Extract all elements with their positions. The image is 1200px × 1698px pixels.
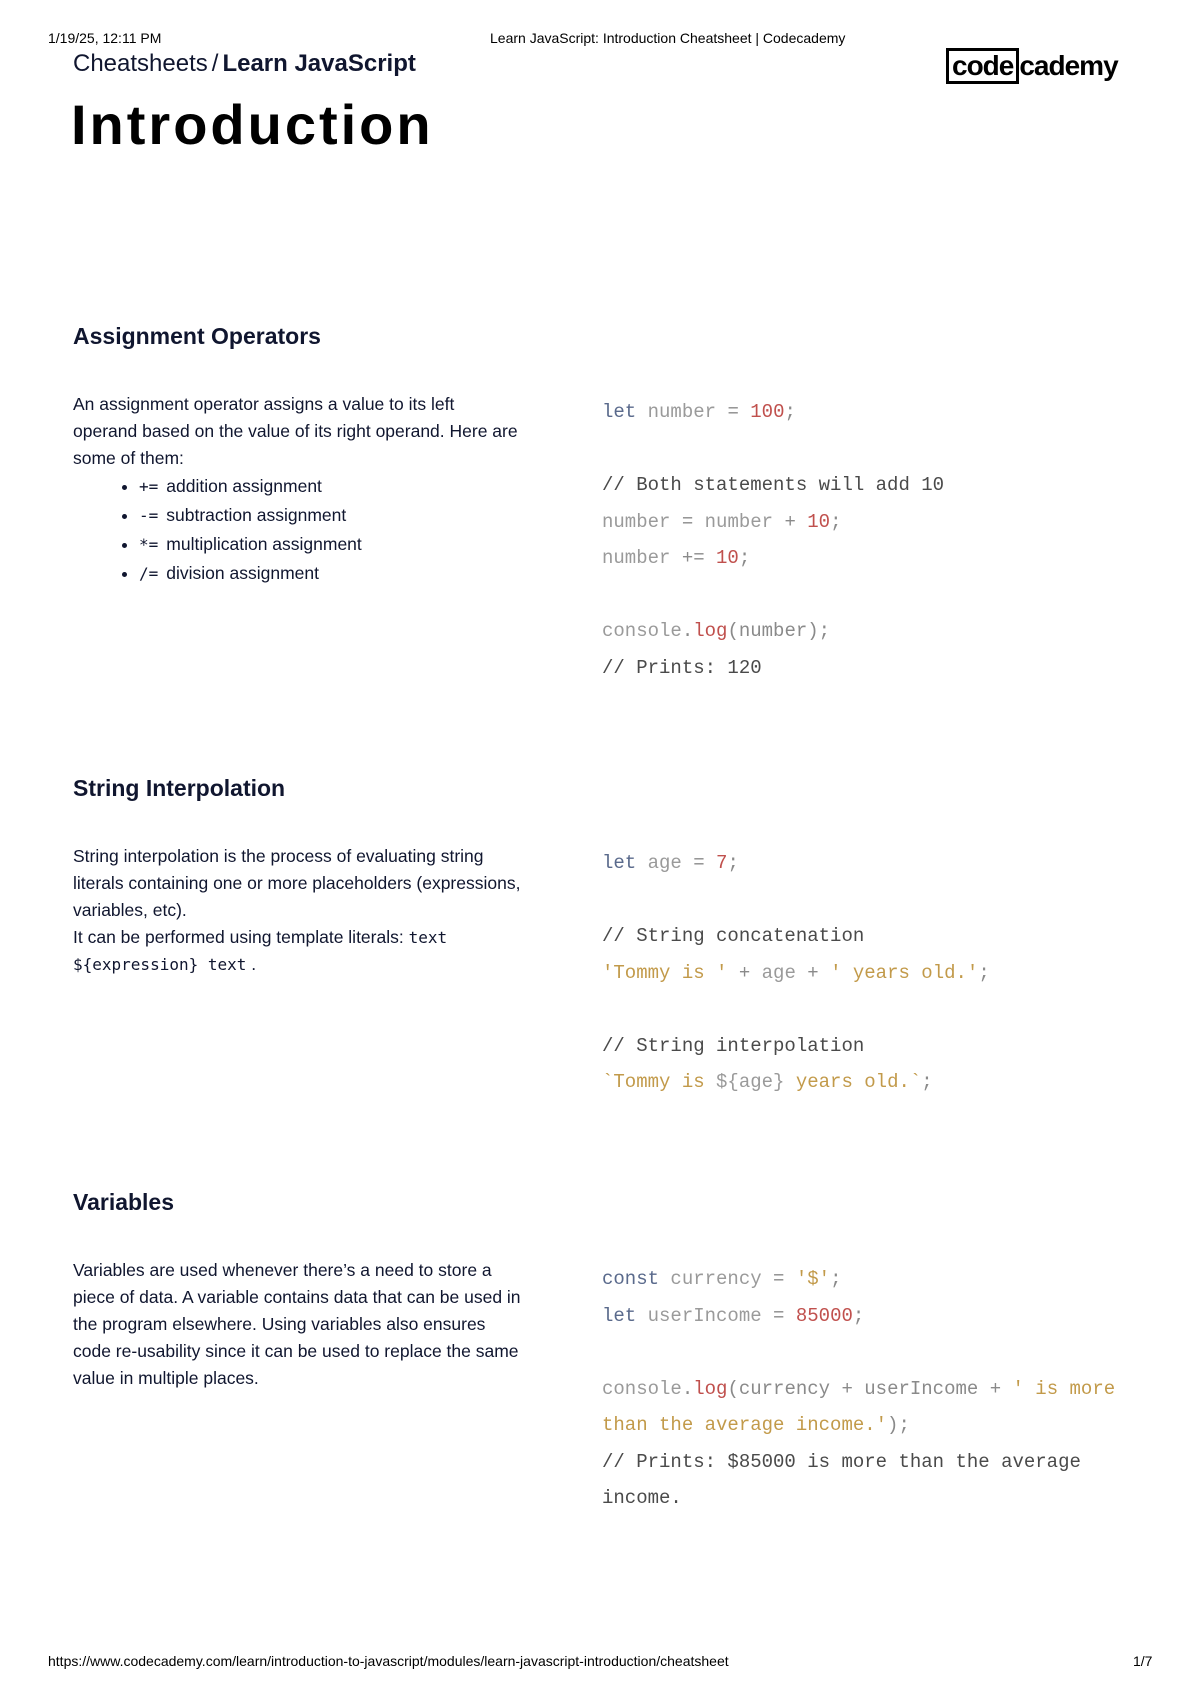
code-token: . — [681, 620, 694, 642]
code-line — [602, 991, 1162, 1028]
code-token: `Tommy is — [602, 1071, 717, 1093]
breadcrumb-course-link[interactable]: Learn JavaScript — [222, 50, 416, 77]
code-token: ' is more than the average income.' — [602, 1377, 1127, 1436]
code-token: += — [670, 547, 717, 569]
code-token: = — [716, 401, 751, 423]
code-token: console — [602, 1377, 682, 1400]
interpolation-description-text-2 — [73, 924, 523, 978]
section-heading-variables: Variables — [73, 1189, 175, 1215]
code-token: // Prints: $85000 is more than the average income. — [602, 1450, 1093, 1509]
interpolation-description-text: String interpolation is the process of evaluating string literals containing one or more placeholders (expressions, variables, etc). — [73, 846, 521, 920]
code-token: // Prints: 120 — [602, 656, 762, 679]
code-token: // String concatenation — [602, 925, 865, 947]
code-line — [602, 504, 1162, 541]
code-token: = — [761, 1304, 796, 1327]
section-description-interpolation — [73, 843, 523, 978]
code-token: number — [636, 401, 717, 423]
section-description-assignment — [73, 391, 523, 588]
code-line — [602, 1261, 1122, 1298]
code-token: 7 — [716, 852, 728, 874]
assignment-operator-list — [73, 472, 523, 588]
code-token: number — [602, 510, 671, 533]
operator-code: += — [139, 477, 159, 496]
code-token: 100 — [750, 401, 785, 423]
code-token: age — [636, 852, 682, 874]
list-item — [139, 559, 523, 588]
code-block-interpolation — [602, 845, 1162, 1101]
code-block-variables — [602, 1261, 1127, 1517]
code-token: ; — [727, 852, 739, 874]
code-token: let — [602, 852, 637, 874]
code-token: + — [727, 961, 762, 984]
code-line — [602, 1371, 1127, 1444]
code-token: log — [693, 620, 728, 642]
operator-label: multiplication assignment — [166, 534, 362, 554]
operator-label: subtraction assignment — [166, 505, 347, 525]
page-title: Introduction — [71, 93, 434, 156]
operator-label: division assignment — [166, 563, 319, 583]
code-token: years old.` — [784, 1071, 922, 1093]
list-item — [139, 472, 523, 501]
code-line — [602, 1444, 1122, 1517]
print-url: https://www.codecademy.com/learn/introduction-to-javascript/modules/learn-javascript-introduction/cheatsheet — [48, 1653, 729, 1669]
code-line — [602, 540, 1162, 577]
section-description-variables — [73, 1257, 523, 1392]
code-token: // Both statements will add 10 — [602, 474, 945, 496]
code-line — [602, 650, 1162, 687]
code-line — [602, 613, 1162, 650]
list-item — [139, 501, 523, 530]
print-page-number: 1/7 — [1133, 1653, 1153, 1669]
code-token: // String interpolation — [602, 1034, 865, 1057]
breadcrumb-cheatsheets-link[interactable]: Cheatsheets — [73, 50, 208, 77]
code-token: '$' — [795, 1268, 831, 1290]
code-token: 10 — [807, 510, 831, 533]
code-token: ${age} — [716, 1071, 785, 1093]
operator-code: *= — [139, 535, 159, 554]
code-token: console — [602, 620, 682, 642]
code-token: userIncome — [636, 1304, 762, 1327]
code-token: (number); — [727, 620, 831, 642]
logo-rest-text: cademy — [1019, 50, 1118, 81]
code-token: ; — [852, 1304, 865, 1327]
code-token: ; — [978, 961, 990, 984]
code-token: ; — [830, 1268, 842, 1290]
code-token: = — [670, 510, 705, 533]
code-token: ; — [830, 510, 842, 533]
code-line — [602, 882, 1162, 919]
code-token: ' years old.' — [830, 961, 979, 984]
code-line — [602, 1028, 1162, 1065]
code-block-assignment — [602, 394, 1162, 686]
assignment-description-text: An assignment operator assigns a value to its left operand based on the value of its right operand. Here are some of them: — [73, 394, 518, 468]
list-item — [139, 530, 523, 559]
code-token: 'Tommy is ' — [602, 961, 728, 984]
code-token: + — [773, 510, 808, 533]
code-token: number — [602, 547, 671, 569]
code-line — [602, 577, 1162, 614]
code-line — [602, 467, 1162, 504]
code-token: let — [602, 401, 637, 423]
code-token: + — [795, 961, 831, 984]
code-token: let — [602, 1304, 637, 1327]
operator-code: /= — [139, 564, 159, 583]
code-token: ); — [887, 1414, 910, 1436]
print-page-title: Learn JavaScript: Introduction Cheatsheet | Codecademy — [490, 30, 846, 46]
code-token: age — [761, 961, 796, 984]
print-datetime: 1/19/25, 12:11 PM — [48, 30, 162, 46]
code-token: 85000 — [795, 1304, 853, 1327]
code-token: = — [761, 1268, 796, 1290]
variables-description-text: Variables are used whenever there’s a need to store a piece of data. A variable contains data that can be used in the program elsewhere. Using variables also ensures code re-usability since it can be used to replace the same value in multiple places. — [73, 1260, 521, 1388]
code-token: ; — [921, 1071, 933, 1093]
print-footer — [0, 1653, 1200, 1673]
operator-label: addition assignment — [166, 476, 322, 496]
breadcrumb — [73, 50, 416, 78]
code-line — [602, 1298, 1122, 1335]
section-heading-assignment: Assignment Operators — [73, 323, 321, 349]
section-heading-interpolation: String Interpolation — [73, 775, 286, 801]
operator-code: -= — [139, 506, 159, 525]
code-token: ; — [738, 547, 751, 569]
code-line — [602, 431, 1162, 468]
code-line — [602, 918, 1162, 955]
print-header — [0, 30, 1200, 50]
code-token: (currency + userIncome + — [727, 1377, 1013, 1400]
code-token: number — [704, 510, 774, 533]
code-line — [602, 394, 1162, 431]
code-line — [602, 1334, 1122, 1371]
code-token: ; — [784, 401, 796, 423]
interpolation-description-suffix: . — [251, 954, 257, 974]
interpolation-description-prefix: It can be performed using template literals: — [73, 927, 404, 947]
code-token: . — [681, 1377, 694, 1400]
code-token: currency — [659, 1268, 762, 1290]
code-token: 10 — [716, 547, 739, 569]
code-token: const — [602, 1268, 660, 1290]
code-token: = — [681, 852, 717, 874]
code-token: log — [693, 1377, 728, 1400]
code-line — [602, 845, 1162, 882]
logo-boxed-text: code — [946, 48, 1019, 84]
code-line — [602, 955, 1162, 992]
breadcrumb-separator: / — [211, 50, 219, 77]
code-line — [602, 1064, 1162, 1101]
codecademy-logo[interactable] — [946, 48, 1118, 84]
inline-code: text ${expression} text — [73, 928, 448, 974]
